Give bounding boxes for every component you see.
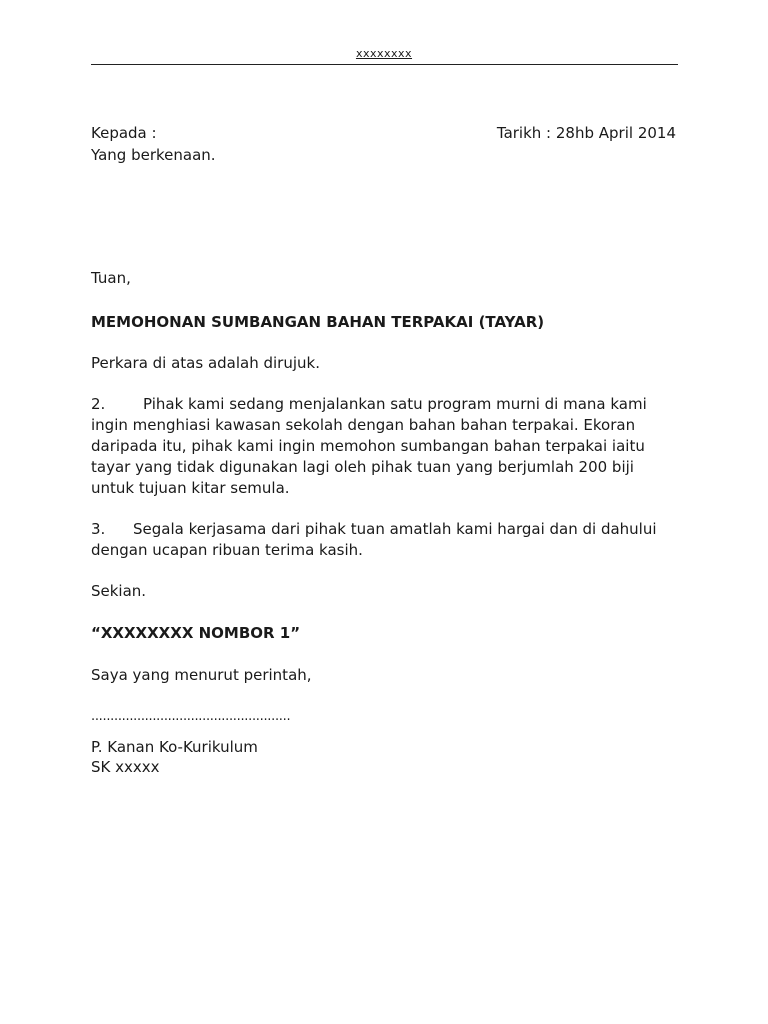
order-line: Saya yang menurut perintah, (91, 666, 312, 684)
header-mark: xxxxxxxx (355, 47, 413, 60)
letter-date: Tarikh : 28hb April 2014 (496, 124, 676, 142)
recipient-label: Kepada : (91, 124, 157, 142)
header-rule (91, 64, 678, 65)
paragraph-3-line (91, 519, 681, 540)
salutation: Tuan, (91, 269, 131, 287)
paragraph-2-line: ingin menghiasi kawasan sekolah dengan bahan bahan terpakai. Ekoran (91, 416, 636, 434)
signature-line: .................................................... (91, 709, 291, 724)
signatory-title: P. Kanan Ko-Kurikulum (91, 738, 258, 756)
paragraph-2-line (91, 394, 681, 415)
paragraph-2-line: tayar yang tidak digunakan lagi oleh pihak tuan yang berjumlah 200 biji (91, 458, 634, 476)
school-name: SK xxxxx (91, 758, 160, 776)
subject-heading: MEMOHONAN SUMBANGAN BAHAN TERPAKAI (TAYAR) (91, 313, 545, 331)
paragraph-2-line: daripada itu, pihak kami ingin memohon sumbangan bahan terpakai iaitu (91, 437, 645, 455)
paragraph-3-line: dengan ucapan ribuan terima kasih. (91, 541, 363, 559)
paragraph-2-text: Pihak kami sedang menjalankan satu program murni di mana kami (143, 395, 647, 413)
paragraph-2 (91, 394, 681, 499)
closing: Sekian. (91, 582, 147, 600)
recipient: Yang berkenaan. (91, 146, 216, 164)
paragraph-3-text: Segala kerjasama dari pihak tuan amatlah kami hargai dan di dahului (133, 520, 657, 538)
paragraph-2-number: 2. (91, 395, 106, 413)
paragraph-2-line: untuk tujuan kitar semula. (91, 479, 290, 497)
paragraph-3-number: 3. (91, 520, 106, 538)
reference-line: Perkara di atas adalah dirujuk. (91, 354, 320, 372)
paragraph-3 (91, 519, 681, 561)
motto: “XXXXXXXX NOMBOR 1” (91, 624, 301, 642)
